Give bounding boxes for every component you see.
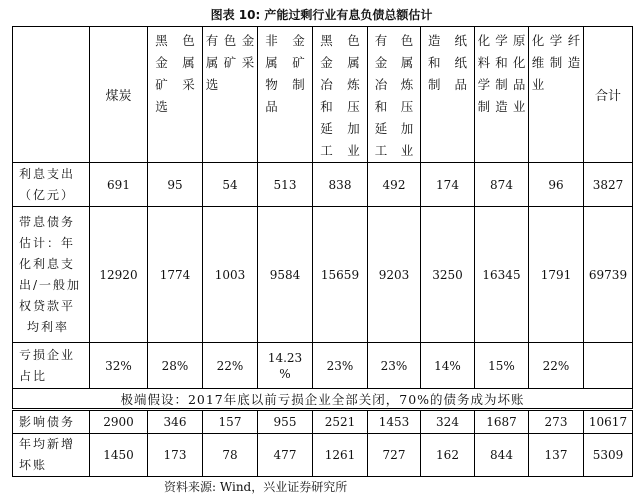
table-row (13, 410, 633, 434)
source-note: 资料来源: Wind，兴业证券研究所 (164, 480, 348, 494)
row-label: 亏损企业 占比 (13, 343, 90, 389)
header-col-10: 合计 (584, 27, 633, 163)
table-cell: 492 (368, 163, 421, 207)
table-cell: 1261 (313, 434, 368, 477)
table-cell: 173 (148, 434, 203, 477)
header-col-6: 有 色 金 属 冶 炼 和 压 延 加 工 业 (368, 27, 421, 163)
table-cell: 10617 (584, 410, 633, 434)
table-cell: 2900 (90, 410, 148, 434)
table-cell: 1774 (148, 207, 203, 343)
table-cell: 9584 (258, 207, 313, 343)
row-label: 利息支出 （亿元） (13, 163, 90, 207)
table-cell: 23% (313, 343, 368, 389)
table-cell: 78 (203, 434, 258, 477)
table-cell: 838 (313, 163, 368, 207)
header-col-7: 造 纸 和 纸 制 品 (421, 27, 475, 163)
header-corner (13, 27, 90, 163)
header-col-3: 有 色 金 属 矿 采 选 (203, 27, 258, 163)
table-cell: 174 (421, 163, 475, 207)
table-cell: 22% (203, 343, 258, 389)
header-col-9: 化 学 纤 维 制 造 业 (529, 27, 584, 163)
table-cell: 54 (203, 163, 258, 207)
table-cell: 2521 (313, 410, 368, 434)
table-cell: 15% (475, 343, 529, 389)
table-cell: 691 (90, 163, 148, 207)
table-cell: 3250 (421, 207, 475, 343)
table-cell: 23% (368, 343, 421, 389)
table-row (13, 343, 633, 389)
table-cell: 157 (203, 410, 258, 434)
table-cell (584, 343, 633, 389)
table-cell: 1791 (529, 207, 584, 343)
table-cell: 1453 (368, 410, 421, 434)
table-cell: 22% (529, 343, 584, 389)
header-row (13, 27, 633, 163)
table-cell: 14% (421, 343, 475, 389)
debt-estimate-table (12, 26, 633, 477)
table-cell: 162 (421, 434, 475, 477)
table-cell: 12920 (90, 207, 148, 343)
table-cell: 844 (475, 434, 529, 477)
table-cell: 1687 (475, 410, 529, 434)
table-cell: 137 (529, 434, 584, 477)
table-cell: 273 (529, 410, 584, 434)
assumption-row (13, 389, 633, 410)
header-col-5: 黑 色 金 属 冶 炼 和 压 延 加 工 业 (313, 27, 368, 163)
table-title: 图表 10: 产能过剩行业有息负债总额估计 (210, 8, 433, 22)
table-cell: 727 (368, 434, 421, 477)
row-label: 带息债务 估计：年 化利息支 出/一般加 权贷款平 均利率 (13, 207, 90, 343)
table-row (13, 163, 633, 207)
header-col-8: 化 学 原 料 和 化 学 制 品 制 造 业 (475, 27, 529, 163)
table-cell: 95 (148, 163, 203, 207)
table-cell: 9203 (368, 207, 421, 343)
table-row (13, 207, 633, 343)
row-label: 年均新增 坏账 (13, 434, 90, 477)
table-cell: 32% (90, 343, 148, 389)
header-col-1: 煤炭 (90, 27, 148, 163)
row-label: 影响债务 (13, 410, 90, 434)
table-cell: 1450 (90, 434, 148, 477)
table-cell: 69739 (584, 207, 633, 343)
header-col-2: 黑 色 金 属 矿 采 选 (148, 27, 203, 163)
table-cell: 14.23 % (258, 343, 313, 389)
header-col-4: 非 金 属 矿 物 制 品 (258, 27, 313, 163)
table-cell: 324 (421, 410, 475, 434)
table-cell: 28% (148, 343, 203, 389)
table-cell: 874 (475, 163, 529, 207)
table-cell: 96 (529, 163, 584, 207)
table-cell: 3827 (584, 163, 633, 207)
table-cell: 955 (258, 410, 313, 434)
table-cell: 477 (258, 434, 313, 477)
table-cell: 15659 (313, 207, 368, 343)
table-cell: 1003 (203, 207, 258, 343)
table-cell: 346 (148, 410, 203, 434)
assumption-note: 极端假设：2017年底以前亏损企业全部关闭，70%的债务成为坏账 (13, 389, 633, 410)
table-cell: 513 (258, 163, 313, 207)
table-row (13, 434, 633, 477)
table-cell: 16345 (475, 207, 529, 343)
table-cell: 5309 (584, 434, 633, 477)
